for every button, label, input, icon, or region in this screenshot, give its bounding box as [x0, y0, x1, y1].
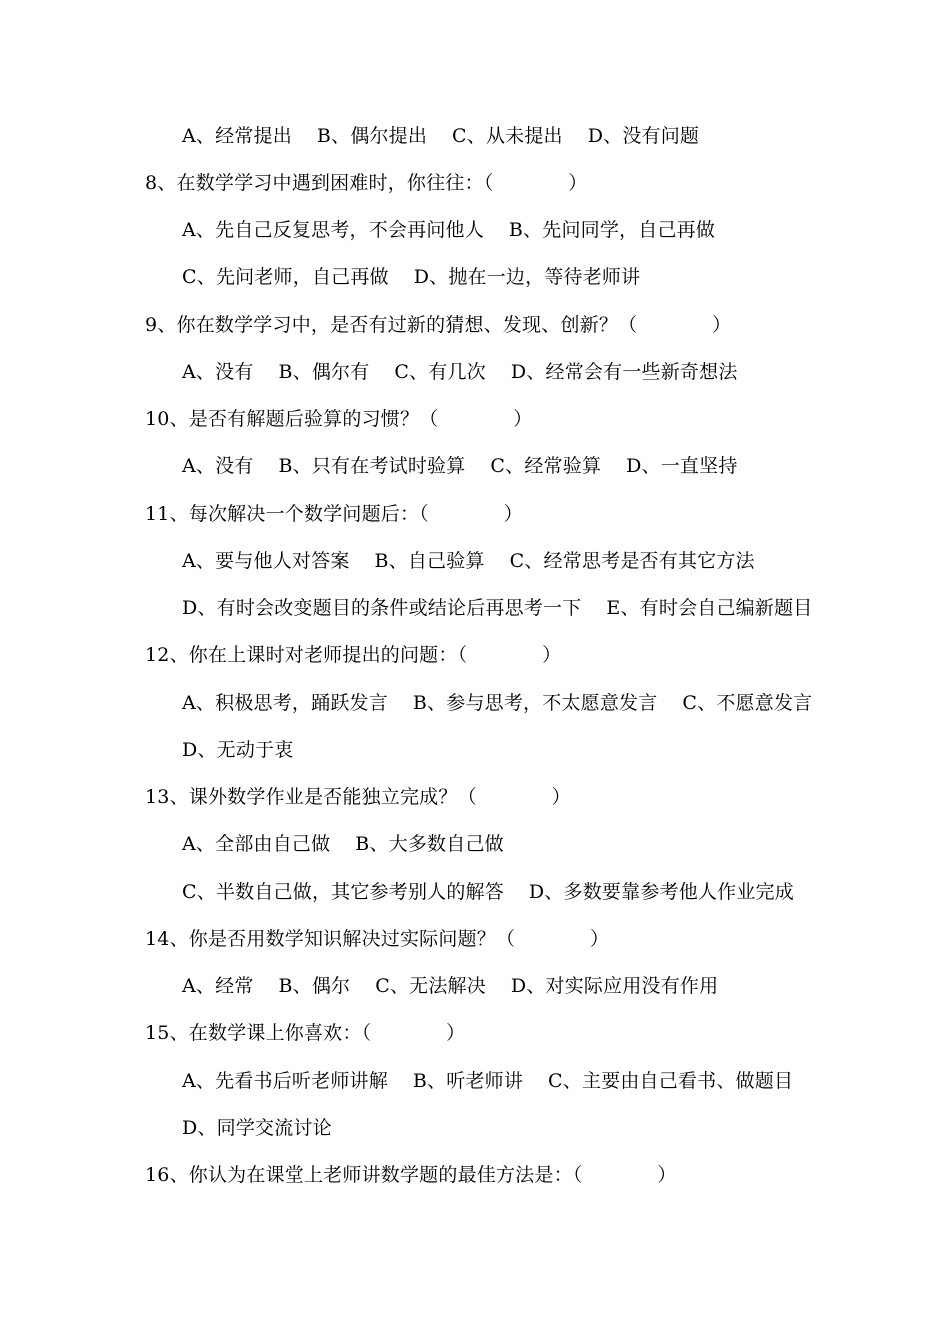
question-15: 15、在数学课上你喜欢：（ ） — [145, 1022, 466, 1044]
q11-options-2: D、有时会改变题目的条件或结论后再思考一下 E、有时会自己编新题目 — [182, 597, 813, 619]
q11-options-1: A、要与他人对答案 B、自己验算 C、经常思考是否有其它方法 — [182, 550, 755, 572]
q12-options-1: A、积极思考，踊跃发言 B、参与思考，不太愿意发言 C、不愿意发言 — [182, 692, 813, 714]
question-12: 12、你在上课时对老师提出的问题：（ ） — [145, 644, 562, 666]
q7-options: A、经常提出 B、偶尔提出 C、从未提出 D、没有问题 — [182, 125, 700, 147]
q8-options-1: A、先自己反复思考，不会再问他人 B、先问同学，自己再做 — [182, 219, 716, 241]
question-16: 16、你认为在课堂上老师讲数学题的最佳方法是：（ ） — [145, 1164, 677, 1186]
question-14: 14、你是否用数学知识解决过实际问题？（ ） — [145, 928, 610, 950]
q14-options: A、经常 B、偶尔 C、无法解决 D、对实际应用没有作用 — [182, 975, 719, 997]
q15-options-2: D、同学交流讨论 — [182, 1117, 332, 1139]
q10-options: A、没有 B、只有在考试时验算 C、经常验算 D、一直坚持 — [182, 455, 738, 477]
q9-options: A、没有 B、偶尔有 C、有几次 D、经常会有一些新奇想法 — [182, 361, 738, 383]
q15-options-1: A、先看书后听老师讲解 B、听老师讲 C、主要由自己看书、做题目 — [182, 1070, 794, 1092]
q8-options-2: C、先问老师，自己再做 D、抛在一边，等待老师讲 — [182, 266, 641, 288]
q13-options-1: A、全部由自己做 B、大多数自己做 — [182, 833, 504, 855]
question-8: 8、在数学学习中遇到困难时，你往往：（ ） — [145, 172, 588, 194]
question-13: 13、课外数学作业是否能独立完成？（ ） — [145, 786, 571, 808]
q12-options-2: D、无动于衷 — [182, 739, 294, 761]
question-11: 11、每次解决一个数学问题后：（ ） — [145, 503, 523, 525]
question-9: 9、你在数学学习中，是否有过新的猜想、发现、创新？（ ） — [145, 314, 732, 336]
question-10: 10、是否有解题后验算的习惯？（ ） — [145, 408, 533, 430]
q13-options-2: C、半数自己做，其它参考别人的解答 D、多数要靠参考他人作业完成 — [182, 881, 794, 903]
